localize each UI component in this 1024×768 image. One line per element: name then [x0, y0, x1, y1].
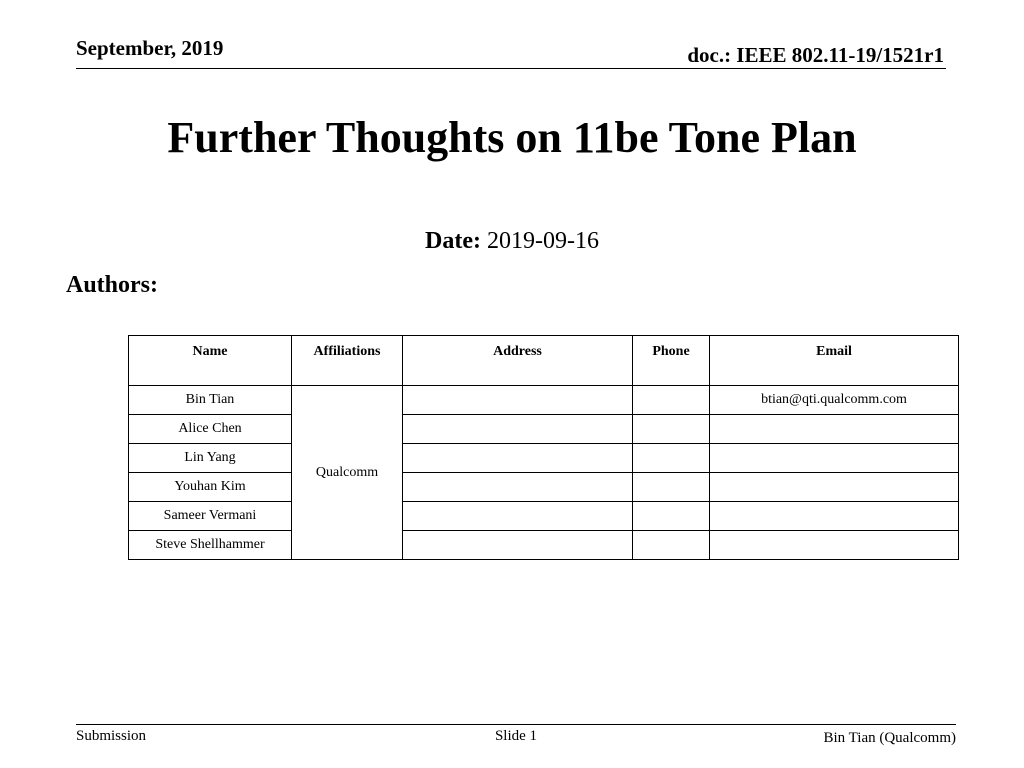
date-value: 2019-09-16 [486, 228, 599, 254]
table-row [129, 531, 959, 560]
author-address [403, 531, 633, 560]
author-email [710, 444, 959, 473]
footer-slide-number: Slide 1 [494, 728, 538, 744]
author-email [710, 473, 959, 502]
author-email: btian@qti.qualcomm.com [710, 386, 959, 415]
footer-divider [76, 724, 956, 725]
author-name: Sameer Vermani [129, 502, 292, 531]
author-phone [633, 531, 710, 560]
author-phone [633, 415, 710, 444]
author-phone [633, 386, 710, 415]
table-row [129, 415, 959, 444]
footer-submission: Submission [76, 728, 147, 744]
author-name: Alice Chen [129, 415, 292, 444]
author-address [403, 386, 633, 415]
author-phone [633, 502, 710, 531]
author-name: Lin Yang [129, 444, 292, 473]
author-email [710, 531, 959, 560]
header-name: Name [129, 336, 292, 386]
author-email [710, 502, 959, 531]
header-address: Address [403, 336, 633, 386]
header-phone: Phone [633, 336, 710, 386]
author-phone [633, 444, 710, 473]
header-doc-id: doc.: IEEE 802.11-19/1521r1 [687, 43, 944, 67]
author-name: Bin Tian [129, 386, 292, 415]
slide-title: Further Thoughts on 11be Tone Plan [167, 113, 857, 162]
author-address [403, 415, 633, 444]
table-header-row [129, 336, 959, 386]
author-address [403, 444, 633, 473]
header-date: September, 2019 [76, 36, 224, 60]
header-affiliations: Affiliations [292, 336, 403, 386]
author-address [403, 502, 633, 531]
author-email [710, 415, 959, 444]
table-row [129, 444, 959, 473]
authors-table [128, 335, 959, 560]
author-affiliation: Qualcomm [292, 386, 403, 560]
authors-label: Authors: [66, 272, 159, 298]
date-line [0, 228, 1024, 255]
author-name: Steve Shellhammer [129, 531, 292, 560]
table-row [129, 502, 959, 531]
author-name: Youhan Kim [129, 473, 292, 502]
author-phone [633, 473, 710, 502]
date-label: Date: [425, 228, 481, 254]
table-row [129, 473, 959, 502]
table-row [129, 386, 959, 415]
author-address [403, 473, 633, 502]
header-email: Email [710, 336, 959, 386]
header-divider [76, 68, 946, 69]
footer-author: Bin Tian (Qualcomm) [823, 730, 956, 746]
